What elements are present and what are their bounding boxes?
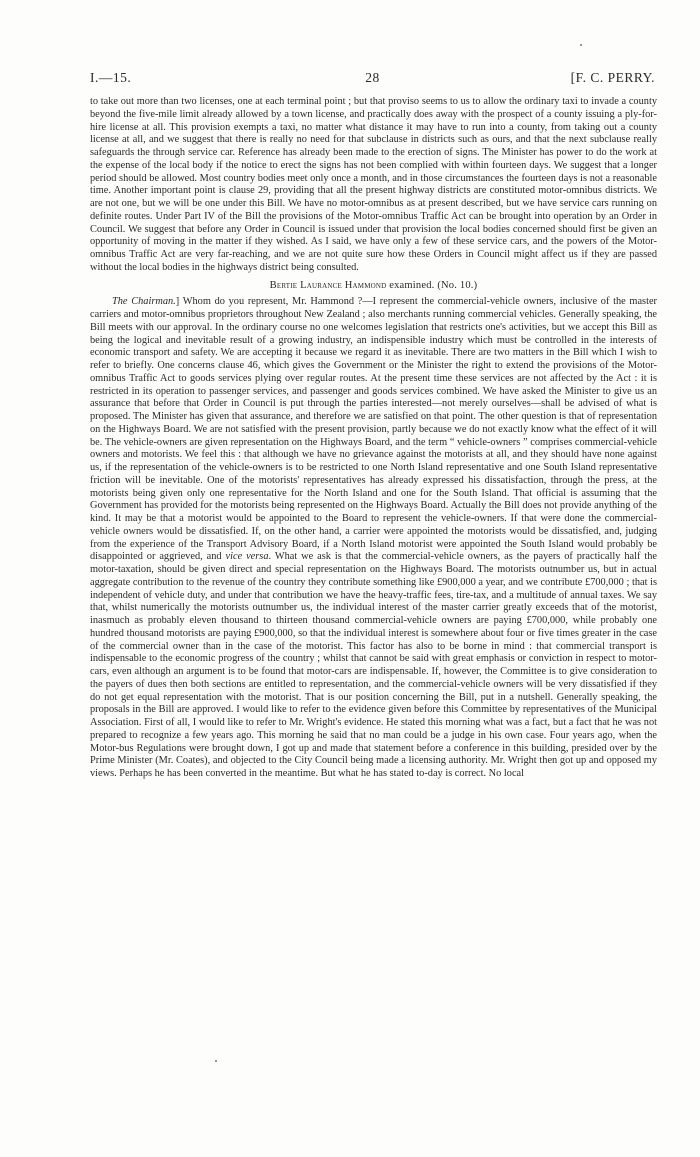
witness-name: Bertie Laurance Hammond — [269, 279, 387, 291]
testimony-paragraph — [90, 296, 657, 781]
witness-heading — [90, 280, 657, 293]
scan-speck — [215, 1060, 217, 1062]
scan-speck — [580, 44, 582, 46]
latin-phrase: vice versa — [225, 551, 269, 563]
testimony-text-part-a: ] Whom do you represent, Mr. Hammond ?—I represent the commercial-vehicle owners, inclusive of the master carriers and motor-omnibus proprietors throughout New Zealand ; also merchants running commercial vehicles. Generally speaking, the Bill meets with our approval. In the ordinary course no one welcomes legislation that restricts one's activities, but we accept this Bill as being the logical and inevitable result of a growing industry, an indispensible industry which must be controlled in the interests of economic transport and safety. We are accepting it because we regard it as inevitable. There are two matters in the Bill which I wish to refer to briefly. One concerns clause 46, which gives the Government or the Minister the right to extend the provisions of the Motor-omnibus Traffic Act to goods services plying over regular routes. At the present time these services are not affected by the Act : it is restricted in its operation to passenger services, and passenger and goods services combined. We have asked the Minister to give us an assurance that before that Order in Council is put through the parties interested—not merely ourselves—shall be advised of what is proposed. The Minister has given that assurance, and therefore we are satisfied on that point. The other question is that of representation on the Highways Board. We are not satisfied with the present provision, partly because we do not exactly know what the effect of it will be. The vehicle-owners are given representation on the Highways Board, and the term “ vehicle-owners ” comprises commercial-vehicle owners and motorists. We feel this : that although we have no grievance against the motorists at all, and they should have none against us, if the representation of the vehicle-owners is to be restricted to one North Island representative and one South Island representative friction will be inevitable. One of the motorists' representatives has already expressed his dissatisfaction, through the press, at the motorists being given only one representative for the North Island and one for the South Island. That official is assuming that the Government has provided for the motorists being represented on the Highways Board. Actually the Bill does not provide anything of the kind. It may be that a motorist would be appointed to the Board to represent the vehicle-owners. If that were done the commercial-vehicle owners would be dissatisfied. If, on the other hand, a carrier were appointed the motorists would be dissatisfied, and, judging from the experience of the Transport Advisory Board, if a North Island motorist were appointed the South Island would probably be disappointed or aggrieved, and — [90, 296, 657, 563]
continued-paragraph: to take out more than two licenses, one at each terminal point ; but that proviso seems to us to allow the ordinary taxi to invade a county beyond the five-mile limit already allowed by a town license, and practically does away with the prospect of a county issuing a ply-for-hire license at all. This provision exempts a taxi, no matter what distance it may have to run into a county, from taking out a county license at all, and we suggest that there is really no need for that subclause in districts such as ours, and that the next subclause really safeguards the through service car. Reference has already been made to the erection of signs. The Minister has power to do the work at the expense of the local body if the notice to erect the signs has not been complied with within fourteen days. We suggest that a longer period should be allowed. Most country bodies meet only once a month, and in those circumstances the fourteen days is not a reasonable time. Another important point is clause 29, providing that all the present highway districts are constituted motor-omnibus districts. We are not one, but we will be one under this Bill. We have no motor-omnibus as at present described, but we have service cars running on definite routes. Under Part IV of the Bill the provisions of the Motor-omnibus Traffic Act can be brought into operation by an Order in Council. We suggest that before any Order in Council is issued under that provision the local bodies concerned should first be given an opportunity of moving in the matter if they wished. As I said, we have only a few of these service cars, and the powers of the Motor-omnibus Traffic Act are very far-reaching, and we are not quite sure how these Orders in Council might affect us if they are passed without the local bodies in the highways district being consulted. — [90, 96, 657, 273]
document-body — [90, 96, 657, 781]
witness-heading-suffix: examined. (No. 10.) — [386, 279, 478, 291]
page-header — [90, 70, 655, 90]
paper-reference: I.—15. — [90, 70, 132, 85]
testimony-text-part-b: . What we ask is that the commercial-vehicle owners, as the payers of practically half the motor-taxation, should be given direct and special representation on the Highways Board. The motorists outnumber us, but in actual aggregate contribution to the revenue of the country they contribute something like £900,000 a year, and we contribute £700,000 ; that is independent of vehicle duty, and under that contribution we have the heavy-traffic fees, tire-tax, and a multitude of annual taxes. We say that, whilst numerically the motorists outnumber us, the individual interest of the master carrier greatly exceeds that of the motorist, inasmuch as probably eleven thousand to thirteen thousand commercial-vehicle owners are paying £700,000, while probably one hundred thousand motorists are paying £900,000, so that the individual interest is somewhere about four or five times greater in the case of the commercial owner than in the case of the motorist. This factor has also to be borne in mind : that commercial transport is indispensable to the economic progress of the country ; whilst that cannot be said with great emphasis or conviction in respect to motor-cars, even although an argument is to be found that motor-cars are indispensable. If, however, the Committee is to give consideration to the payers of dues then both sections are entitled to representation, and the commercial-vehicle owners will be very dissatisfied if they do not get equal representation with the motorist. That is our position concerning the Bill, put in a nutshell. Generally speaking, the proposals in the Bill are approved. I would like to refer to the evidence given before this Committee by representatives of the Municipal Association. First of all, I would like to refer to Mr. Wright's evidence. He stated this morning what was a fact, but a fact that he was not prepared to recognize a few years ago. This morning he said that no man could be a judge in his own case. Four years ago, when the Motor-bus Regulations were brought down, I got up and made that statement before a conference in this building, presided over by the Prime Minister (Mr. Coates), and objected to the City Council being made a licensing authority. Mr. Wright then got up and opposed my views. Perhaps he has been converted in the meantime. But what he has stated to-day is correct. No local — [90, 551, 657, 779]
witness-running-head: [F. C. PERRY. — [570, 70, 655, 85]
speaker-label: The Chairman. — [112, 296, 176, 308]
page-number: 28 — [365, 70, 380, 85]
